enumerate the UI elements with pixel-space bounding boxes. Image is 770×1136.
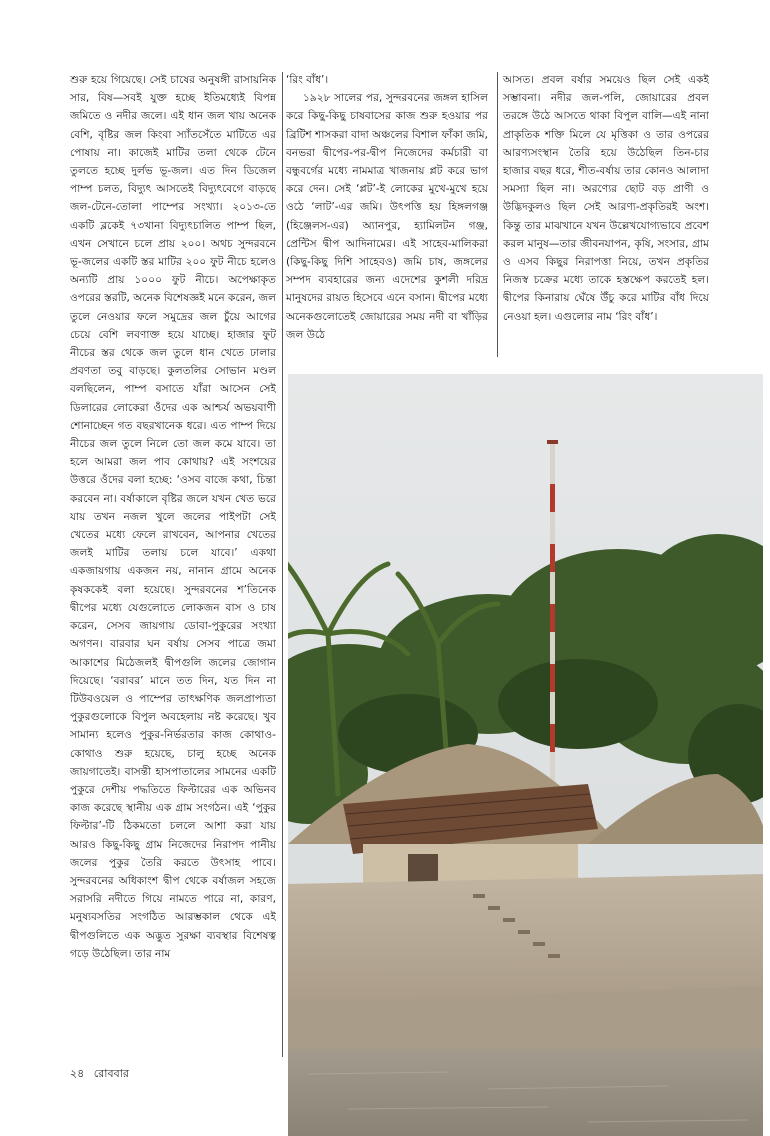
article-column-2 xyxy=(286,71,488,361)
paragraph: শুরু হয়ে গিয়েছে। সেই চাষের অনুষঙ্গী রাসায়নিক সার, বিষ—সবই যুক্ত হচ্ছে ইতিমধ্যেই বিপন্ন জমিতে ও নদীর জলে। এই ধান জল খায় অনেক বেশি, বৃষ্টির জল কিংবা স্যাঁতসেঁতে মাটিতে এর পোষায় না। কাজেই মাটির তলা থেকে টেনে তুলতে হচ্ছে দুর্লভ ভূ-জল। এত দিন ডিজেল পাম্প চলত, বিদ্যুৎ আসতেই বিদ্যুৎবেগে বাড়ছে জল-টেনে-তোলা পাম্পের সংখ্যা। ২০১৩-তে একটি ব্লকেই ৭৩খানা বিদ্যুৎচালিত পাম্প ছিল, এখন সেখানে চলে প্রায় ২০০। অথচ সুন্দরবনে ভূ-জলের একটি স্তর মাটির ২০০ ফুট নীচে হলেও অন্যটি প্রায় ১০০০ ফুট নীচে। অপেক্ষাকৃত ওপরের স্তরটি, অনেক বিশেষজ্ঞই মনে করেন, জল তুলে নেওয়ার ফলে সমুদ্রের জল চুঁয়ে আগের চেয়ে বেশি লবণাক্ত হয়ে যাচ্ছে। হাজার ফুট নীচের স্তর থেকে জল তুলে ধান খেতে ঢালার প্রবণতা তবু বাড়ছে। কুলতলির সোভান মণ্ডল বলছিলেন, পাম্প বসাতে যাঁরা আসেন সেই ডিলারের লোকেরা ওঁদের এক আশ্চর্য অভয়বাণী শোনাচ্ছেন গত বছরখানেক ধরে। এত পাম্প দিয়ে নীচের জল তুলে নিলে তো জল কমে যাবে। তা হলে আমরা জল পাব কোথায়? এই সংশয়ের উত্তরে ওঁদের বলা হচ্ছে: ‘ওসব বাজে কথা, চিন্তা করবেন না। বর্ষাকালে বৃষ্টির জলে যখন খেত ভরে যায় তখন নজল খুলে জলের পাইপটা সেই খেতের মধ্যে ফেলে রাখবেন, আপনার খেতের জলই মাটির তলায় চলে যাবে।’ একথা একজায়গায় একজন নয়, নানান গ্রামে অনেক কৃষককেই বলা হয়েছে। সুন্দরবনের শ’তিনেক দ্বীপের মধ্যে যেগুলোতে লোকজন বাস ও চাষ করেন, সেসব জায়গায় ডোবা-পুকুরের সংখ্যা অগণন। বারবার ঘন বর্ষায় সেসব পাত্রে জমা আকাশের মিঠেজলই দ্বীপগুলি জলের জোগান দিয়েছে। ‘বরাবর’ মানে তত দিন, যত দিন না টিউবওয়েল ও পাম্পের তাৎক্ষণিক জলপ্রাপ্যতা পুকুরগুলোকে বিপুল অবহেলায় নষ্ট করেছে। খুব সামান্য হলেও পুকুর-নির্ভরতার কাজ কোথাও-কোথাও শুরু হয়েছে, চালু হচ্ছে অনেক জায়গাতেই। বাসন্তী হাসপাতালের সামনের একটি পুকুরে দেশীয় পদ্ধতিতে ফিল্টারের এক অভিনব কাজ করেছে স্থানীয় এক গ্রাম সংগঠন। এই ‘পুকুর ফিল্টার’-টি ঠিকমতো চললে আশা করা যায় আরও কিছু-কিছু গ্রাম নিজেদের নিরাপদ পানীয় জলের পুকুর তৈরি করতে উৎসাহ পাবে। সুন্দরবনের অধিকাংশ দ্বীপ থেকে বর্ষাজল সহজে সরাসরি নদীতে গিয়ে নামতে পারে না, কারণ, মনুষ্যবসতির সংগঠিত আরম্ভকাল থেকে এই দ্বীপগুলিতে এক অদ্ভুত সুরক্ষা ব্যবস্থার বিশেষত্ব গড়ে উঠেছিল। তার নাম xyxy=(70,74,276,960)
page-number: ২৪ xyxy=(70,1067,85,1080)
paragraph: ১৯২৮ সালের পর, সুন্দরবনের জঙ্গল হাসিল করে কিছু-কিছু চাষবাসের কাজ শুরু হওয়ার পর ব্রিটিশ শাসকরা বাদা অঞ্চলের বিশাল ফাঁকা জমি, বনভরা দ্বীপের-পর-দ্বীপ নিজেদের কর্মচারী বা বন্ধুবর্গের মধ্যে নামমাত্র খাজনায় প্লট করে ভাগ করে দেন। সেই ‘প্লট’-ই লোকের মুখে-মুখে হয়ে ওঠে ‘লাট’-এর জমি। উৎপত্তি হয় হিঙ্গলগঞ্জ (হিঞ্জেলস-এর) অ্যানপুর, হ্যামিলটন গঞ্জ, প্রেন্টিস দ্বীপ আদিনামের। এই সাহেব-মালিকরা (কিছু-কিছু দিশি সাহেবও) জমি চাষ, জঙ্গলের সম্পদ ব্যবহারের জন্য এদেশের কুশলী দরিদ্র মানুষদের রায়ত হিসেবে এনে বসান। দ্বীপের মধ্যে অনেকগুলোতেই জোয়ারের সময় নদী বা খাঁড়ির জল উঠে xyxy=(286,92,488,341)
paragraph: আসত। প্রবল বর্ষার সময়েও ছিল সেই একই সম্ভাবনা। নদীর জল-পলি, জোয়ারের প্রবল তরঙ্গে উঠে আসতে থাকা বিপুল বালি—এই নানা প্রাকৃতিক শক্তি মিলে যে মৃত্তিকা ও তার ওপরের আরণ্যসংস্থান তৈরি হয়ে উঠেছিল তিন-চার হাজার বছর ধরে, শীত-বর্ষায় তার কোনও আলাদা সমস্যা ছিল না। অরণ্যের ছোট বড় প্রাণী ও উদ্ভিদকুলও ছিল সেই আরণ্য-প্রকৃতিরই অংশ। কিন্তু তার মাঝখানে যখন উল্লেখযোগ্যভাবে প্রবেশ করল মানুষ—তার জীবনযাপন, কৃষি, সংসার, গ্রাম ও এসব কিছুর নিরাপত্তা নিয়ে, তখন প্রকৃতির নিজস্ব চক্রের মধ্যে তাকে হস্তক্ষেপ করতেই হল। দ্বীপের কিনারায় ঘেঁষে উঁচু করে মাটির বাঁধ দিয়ে নেওয়া হল। এগুলোর নাম ‘রিং বাঁধ’। xyxy=(503,74,709,323)
river-water xyxy=(288,1049,763,1136)
paragraph: ‘রিং বাঁধ’। xyxy=(286,74,329,86)
column-divider xyxy=(497,72,498,357)
article-column-1 xyxy=(70,71,276,1061)
magazine-name: রোববার xyxy=(93,1067,129,1080)
article-column-3 xyxy=(503,71,709,361)
column-divider xyxy=(282,72,283,1057)
thatched-hut-riverbank-photo xyxy=(288,374,763,1136)
photo-illustration xyxy=(288,374,763,1136)
page-footer xyxy=(70,1065,129,1084)
